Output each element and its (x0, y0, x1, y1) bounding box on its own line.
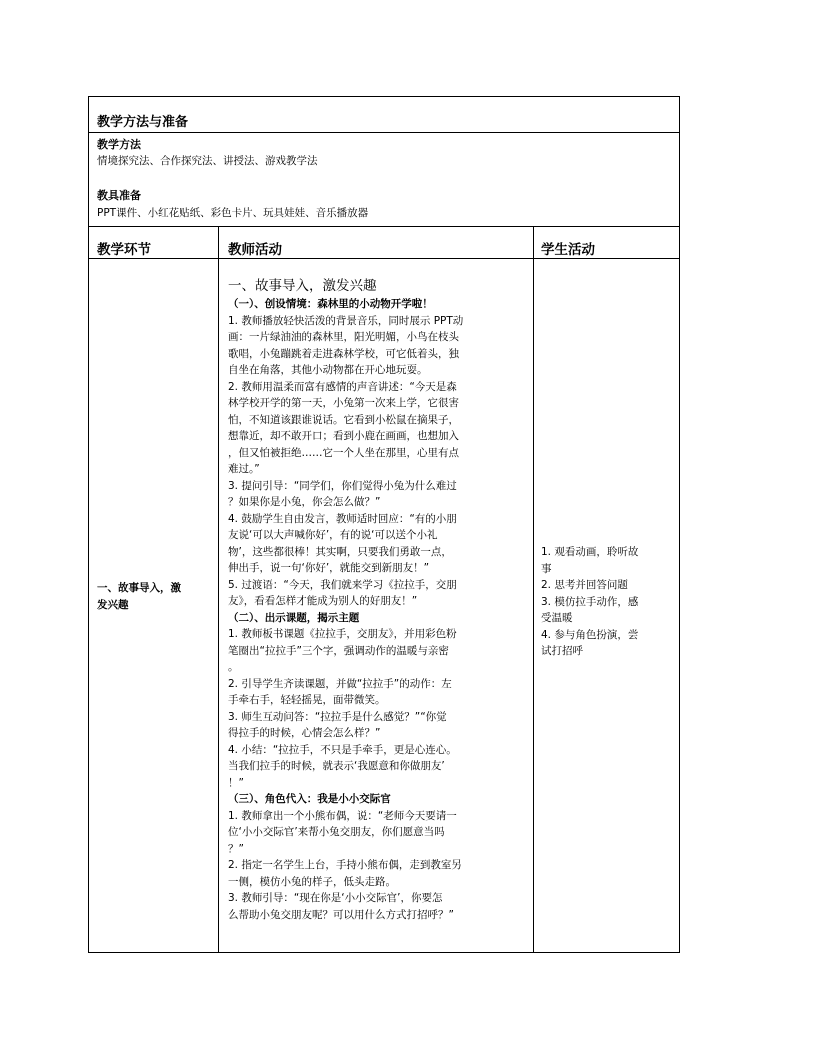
teacher-text-line: 2. 教师用温柔而富有感情的声音讲述：“今天是森 (228, 380, 457, 393)
teacher-text-line: 1. 教师播放轻快活泼的背景音乐，同时展示 PPT动 (228, 314, 464, 327)
student-lines (541, 544, 676, 660)
student-text-line: 1. 观看动画，聆听故 (541, 546, 639, 558)
student-text-line: 2. 思考并回答问题 (541, 579, 628, 591)
teacher-text-line: 2. 指定一名学生上台，手持小熊布偶，走到教室另 (228, 859, 462, 871)
teacher-text-line: 画：一片绿油油的森林里，阳光明媚，小鸟在枝头 (228, 331, 459, 343)
student-text-line: 受温暖 (541, 612, 573, 624)
teacher-text-line: 5. 过渡语：“今天，我们就来学习《拉拉手，交朋 (228, 578, 457, 591)
teacher-text-line: ？如果你是小兔，你会怎么做？” (228, 496, 381, 508)
teacher-text-line: 物’，这些都很棒！其实啊，只要我们勇敢一点， (228, 545, 452, 558)
teacher-subheading: （一）、创设情境：森林里的小动物开学啦！ (228, 298, 433, 310)
teacher-text-line: 4. 鼓励学生自由发言，教师适时回应：“有的小朋 (228, 512, 457, 525)
teacher-text-line: ，但又怕被拒绝……它一个人坐在那里，心里有点 (228, 446, 459, 459)
teacher-text-line: 3. 提问引导：“同学们，你们觉得小兔为什么难过 (228, 479, 457, 492)
column-header-teacher: 教师活动 (228, 242, 282, 258)
rule-below-title (89, 132, 679, 133)
teacher-text-line: 3. 教师引导：“现在你是‘小小交际官’，你要怎 (228, 892, 443, 904)
teacher-text-line: 3. 师生互动问答：“拉拉手是什么感觉？”“你觉 (228, 710, 447, 723)
methods-text: 情境探究法、合作探究法、讲授法、游戏教学法 (97, 155, 318, 167)
stage-label (97, 580, 181, 614)
teacher-text-line: ！” (228, 776, 244, 789)
teacher-text-line: 友》，看看怎样才能成为别人的好朋友！” (228, 595, 418, 607)
teacher-text-line: 么帮助小兔交朋友呢？可以用什么方式打招呼？” (228, 908, 454, 921)
teacher-text-line: 得拉手的时候，心情会怎么样？” (228, 727, 381, 739)
teacher-lines (228, 296, 538, 923)
column-header-stage: 教学环节 (97, 242, 151, 258)
teacher-subheading: （二）、出示课题，揭示主题 (228, 611, 360, 624)
student-text-line: 试打招呼 (541, 645, 583, 657)
tools-text: PPT课件、小红花贴纸、彩色卡片、玩具娃娃、音乐播放器 (97, 207, 369, 219)
teacher-text-line: 笔圈出“拉拉手”三个字，强调动作的温暖与亲密 (228, 644, 449, 657)
teacher-text-line: 手牵右手，轻轻摇晃，面带微笑。 (228, 694, 386, 706)
teacher-text-line: 位‘小小交际官’来帮小兔交朋友，你们愿意当吗 (228, 826, 445, 838)
column-header-student: 学生活动 (541, 242, 595, 258)
student-text-line: 4. 参与角色扮演，尝 (541, 628, 639, 641)
teacher-text-line: 想靠近，却不敢开口；看到小鹿在画画，也想加入 (228, 430, 459, 442)
methods-heading: 教学方法 (97, 138, 141, 151)
column-divider-1 (218, 226, 219, 952)
tools-heading: 教具准备 (97, 189, 141, 202)
student-activities (541, 544, 676, 660)
teacher-text-line: 2. 引导学生齐读课题，并做“拉拉手”的动作：左 (228, 677, 452, 690)
teacher-text-line: 1. 教师板书课题《拉拉手，交朋友》，并用彩色粉 (228, 628, 457, 640)
teacher-text-line: 自坐在角落，其他小动物都在开心地玩耍。 (228, 364, 428, 376)
teacher-text-line: 当我们拉手的时候，就表示‘我愿意和你做朋友’ (228, 760, 445, 772)
teacher-section-title: 一、故事导入，激发兴趣 (228, 278, 377, 294)
teacher-activities (228, 276, 538, 923)
teacher-text-line: 1. 教师拿出一个小熊布偶，说：“老师今天要请一 (228, 809, 457, 822)
stage-label-line: 发兴趣 (97, 599, 129, 611)
teacher-subheading: （三）、角色代入：我是小小交际官 (228, 793, 391, 805)
teacher-text-line: 。 (228, 661, 239, 673)
stage-label-line: 一、故事导入，激 (97, 582, 181, 594)
teacher-text-line: 林学校开学的第一天，小兔第一次来上学，它很害 (228, 397, 459, 409)
student-text-line: 事 (541, 562, 552, 575)
rule-below-prep (89, 226, 679, 227)
teacher-text-line: 友说‘可以大声喊你好’，有的说‘可以送个小礼 (228, 529, 438, 541)
teacher-text-line: 歌唱，小兔蹦跳着走进森林学校，可它低着头，独 (228, 347, 459, 360)
rule-below-column-heads (89, 258, 679, 259)
teacher-text-line: 怕，不知道该跟谁说话。它看到小松鼠在摘果子， (228, 413, 459, 426)
teacher-text-line: 一侧，模仿小兔的样子，低头走路。 (228, 875, 396, 888)
teacher-text-line: 难过。” (228, 463, 260, 475)
prep-title: 教学方法与准备 (97, 115, 189, 130)
teacher-text-line: 4. 小结：“拉拉手，不只是手牵手，更是心连心。 (228, 743, 457, 756)
student-text-line: 3. 模仿拉手动作，感 (541, 595, 639, 608)
lesson-plan-table (88, 96, 680, 953)
teacher-text-line: 伸出手，说一句‘你好’，就能交到新朋友！” (228, 562, 430, 574)
teacher-text-line: ？” (228, 842, 244, 855)
